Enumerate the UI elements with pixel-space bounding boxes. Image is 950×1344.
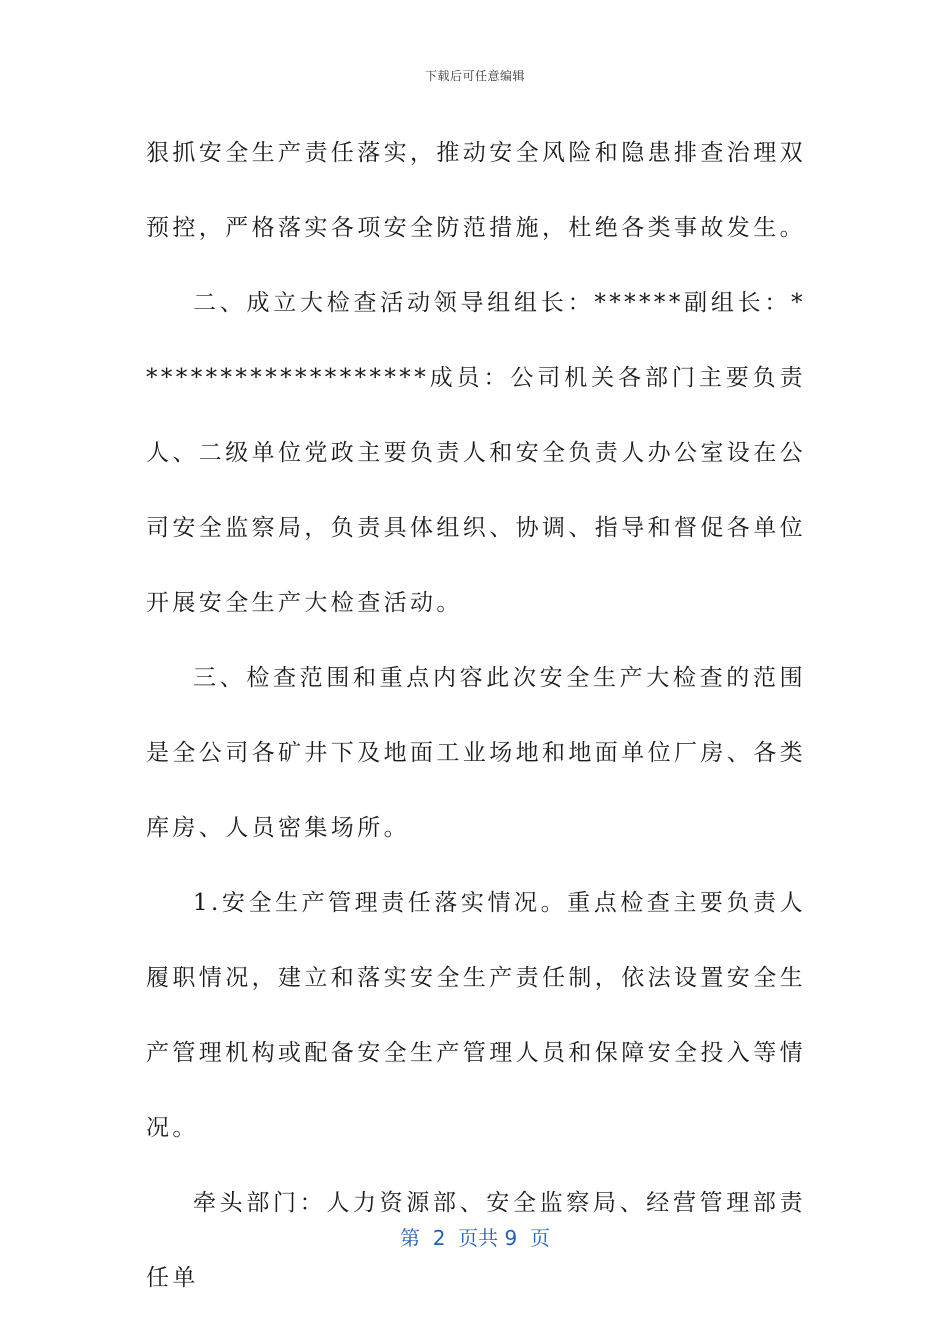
- page-number: 第 2 页共 9 页: [400, 1226, 550, 1250]
- paragraph-lead-departments: 牵头部门：人力资源部、安全监察局、经营管理部责任单: [146, 1190, 806, 1291]
- paragraph-leadership-group: 二、成立大检查活动领导组组长：******副组长：********************成员：公司机关各部门主要负责人、二级单位党政主要负责人和安全负责人办公室设在公司安全监察局，负责具体组织、协调、指导和督促各单位开展安全生产大检查活动。: [146, 290, 806, 616]
- paragraph-inspection-scope: 三、检查范围和重点内容此次安全生产大检查的范围是全公司各矿井下及地面工业场地和地面单位厂房、各类库房、人员密集场所。: [146, 665, 806, 841]
- document-body: [146, 116, 806, 1316]
- header-note: 下载后可任意编辑: [424, 69, 525, 83]
- paragraph-continuation: 狠抓安全生产责任落实，推动安全风险和隐患排查治理双预控，严格落实各项安全防范措施，杜绝各类事故发生。: [146, 140, 806, 241]
- paragraph-responsibility-item: 1.安全生产管理责任落实情况。重点检查主要负责人履职情况，建立和落实安全生产责任制，依法设置安全生产管理机构或配备安全生产管理人员和保障安全投入等情况。: [146, 890, 806, 1141]
